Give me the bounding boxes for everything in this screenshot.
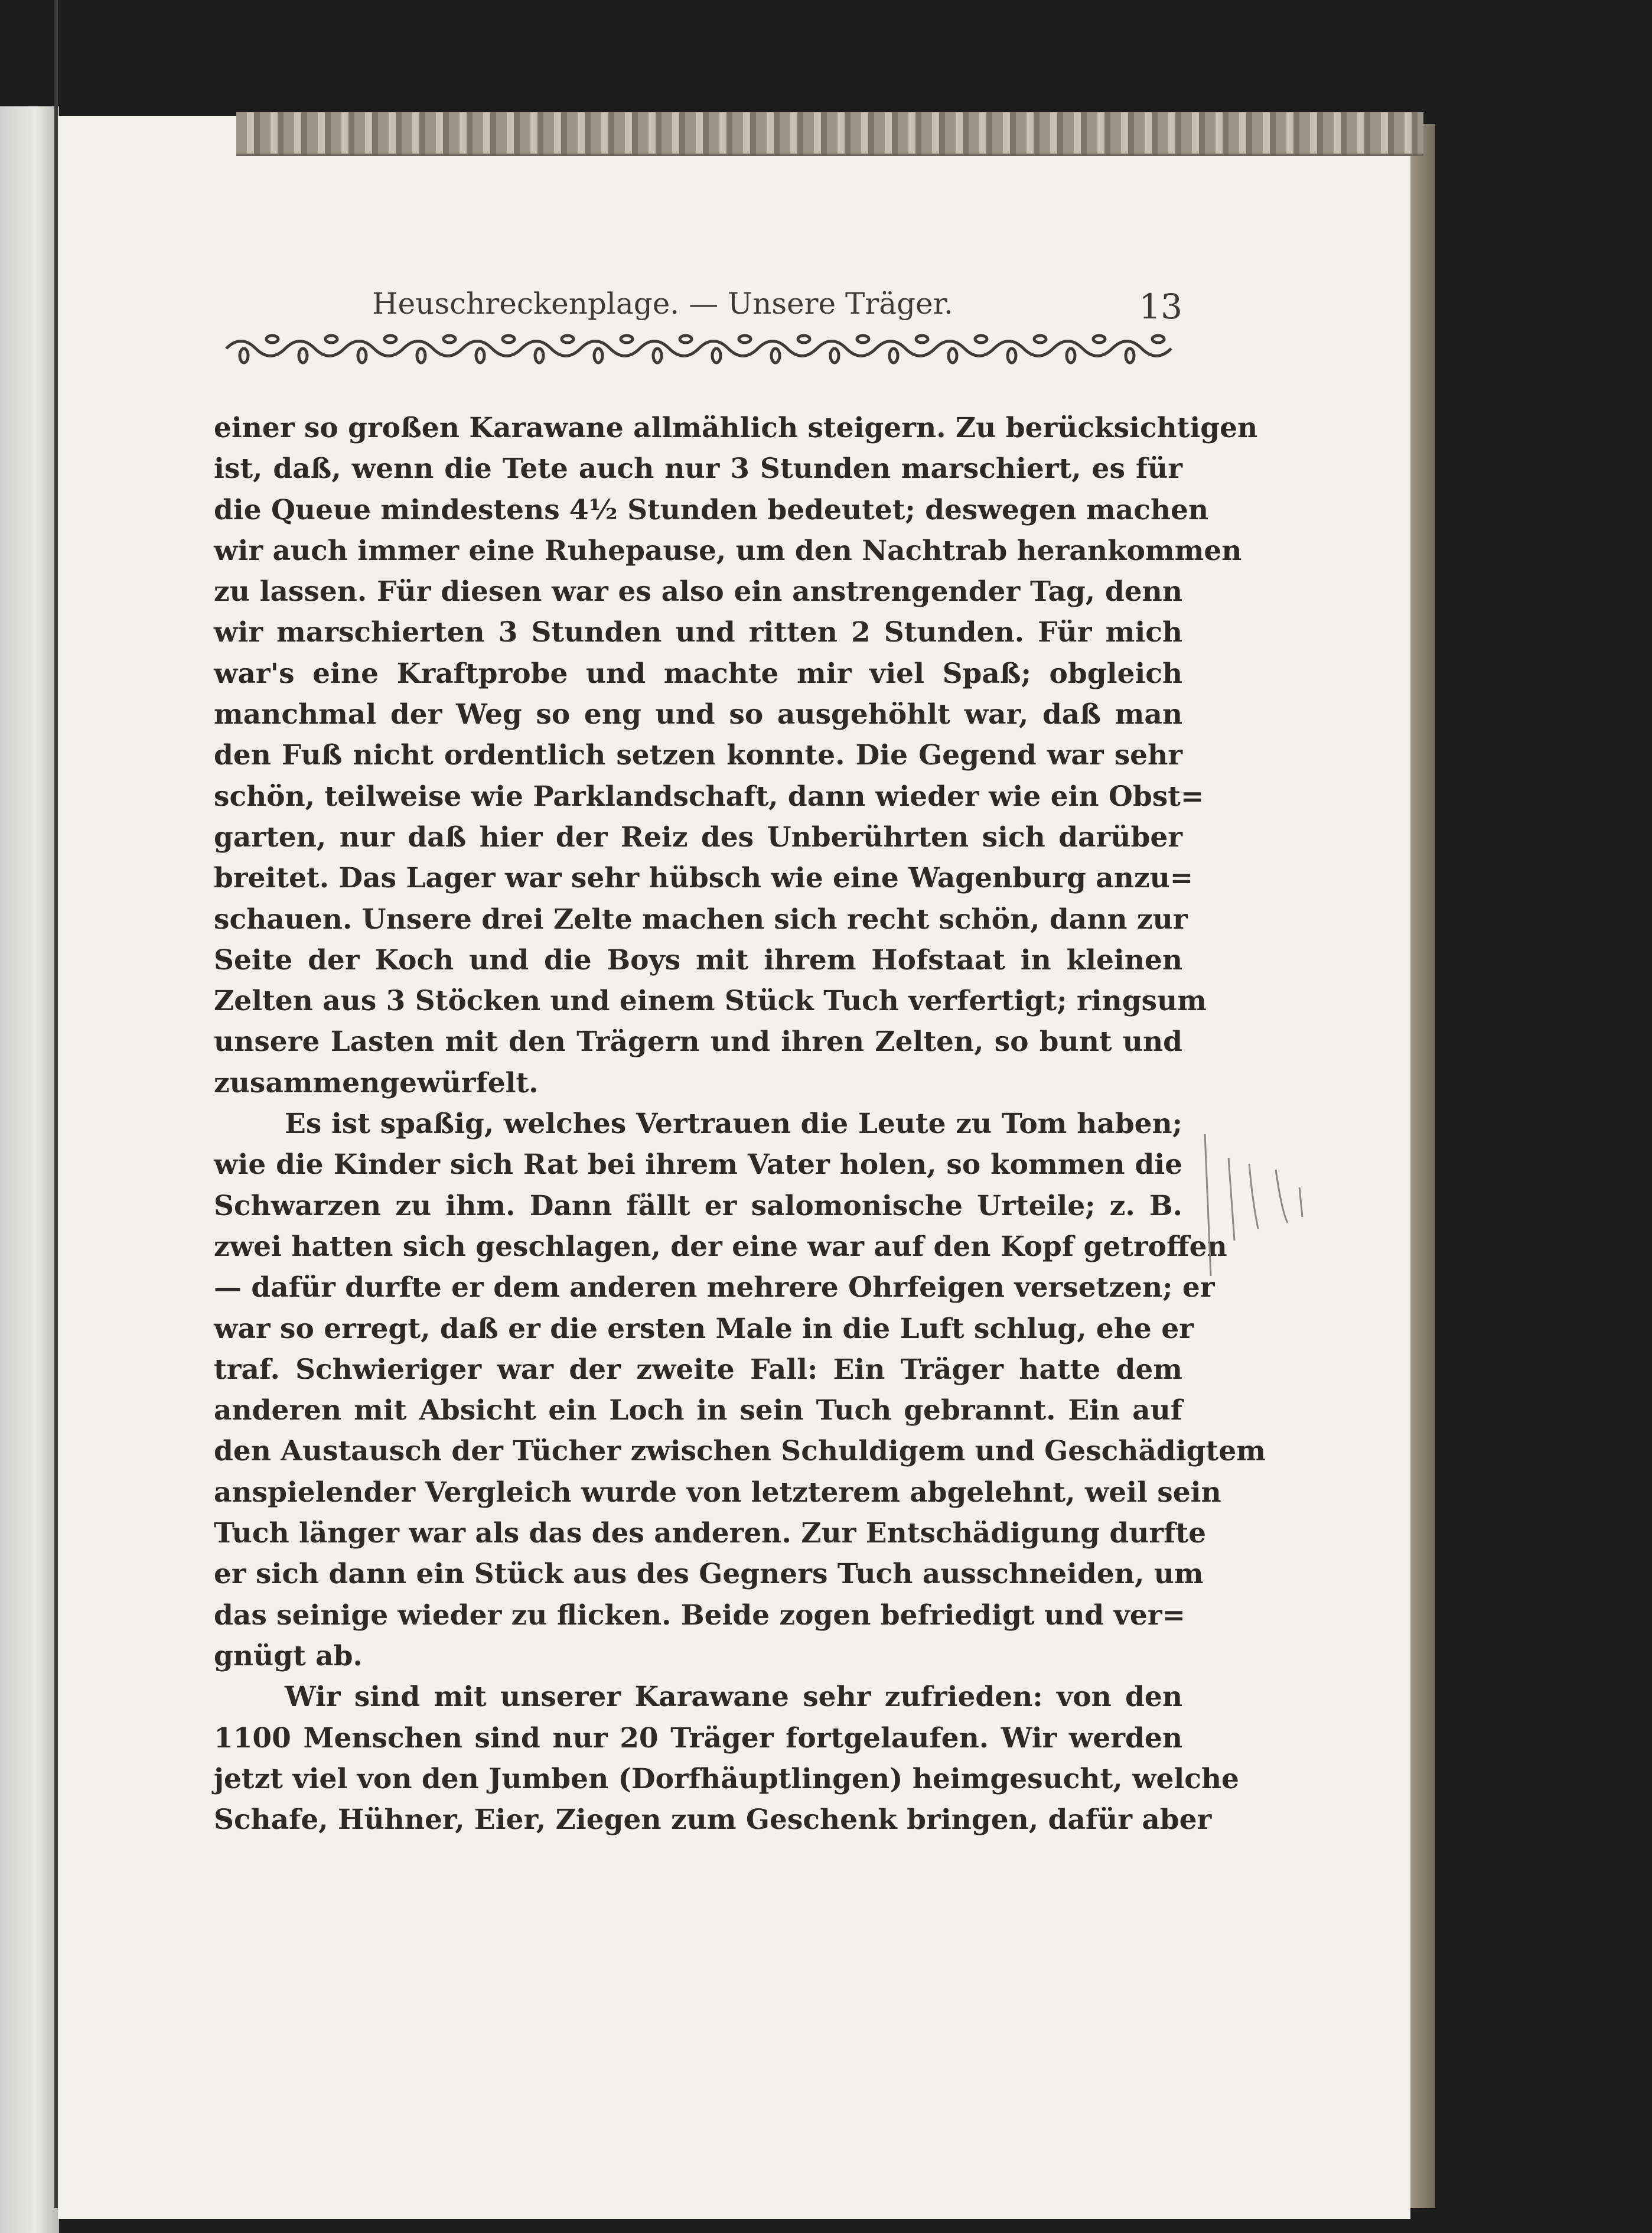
headband <box>236 112 1423 156</box>
text-line: die Queue mindestens 4½ Stunden bedeutet; deswegen machen <box>214 493 1209 526</box>
text-line: gnügt ab. <box>214 1639 363 1672</box>
text-line: zu lassen. Für diesen war es also ein anstrengender Tag, denn <box>214 575 1182 608</box>
leaf <box>535 349 543 363</box>
leaf <box>771 349 780 363</box>
leaf <box>240 349 248 363</box>
text-line: — dafür durfte er dem anderen mehrere Ohrfeigen versetzen; er <box>214 1271 1215 1304</box>
text-line: Wir sind mit unserer Karawane sehr zufrieden: von den <box>285 1681 1182 1714</box>
leaf <box>857 336 869 343</box>
paragraph <box>214 1104 1266 1677</box>
leaf <box>358 349 366 363</box>
leaf <box>417 349 425 363</box>
text-line: 1100 Menschen sind nur 20 Träger fortgelaufen. Wir werden <box>214 1721 1182 1755</box>
leaf <box>975 336 987 343</box>
text-line: war so erregt, daß er die ersten Male in die Luft schlug, ehe er <box>214 1312 1194 1345</box>
text-line: das seinige wieder zu flicken. Beide zogen befriedigt und ver= <box>214 1599 1185 1632</box>
leaf <box>830 349 839 363</box>
leaf <box>739 336 751 343</box>
text-line: ist, daß, wenn die Tete auch nur 3 Stunden marschiert, es für <box>214 453 1182 486</box>
leaf <box>1034 336 1046 343</box>
text-line: jetzt viel von den Jumben (Dorfhäuptlingen) heimgesucht, welche <box>214 1762 1239 1795</box>
leaf <box>325 336 337 343</box>
text-line: war's eine Kraftprobe und machte mir viel Spaß; obgleich <box>214 657 1182 690</box>
leaf <box>299 349 307 363</box>
leaf <box>562 336 574 343</box>
running-title: Heuschreckenplage. — Unsere Träger. <box>372 287 953 321</box>
text-line: er sich dann ein Stück aus des Gegners Tuch ausschneiden, um <box>214 1558 1204 1591</box>
text-line: den Fuß nicht ordentlich setzen konnte. Die Gegend war sehr <box>214 739 1182 772</box>
facing-page-edge <box>0 106 59 2233</box>
body-text <box>214 408 1266 1840</box>
text-line: zusammengewürfelt. <box>214 1066 539 1099</box>
leaf <box>503 336 514 343</box>
text-line: traf. Schwieriger war der zweite Fall: Ein Träger hatte dem <box>214 1353 1182 1386</box>
vine-ornament <box>223 331 1174 366</box>
vine <box>226 341 1171 356</box>
leaf <box>798 336 810 343</box>
text-line: schauen. Unsere drei Zelte machen sich recht schön, dann zur <box>214 903 1188 936</box>
text-line: anspielender Vergleich wurde von letzterem abgelehnt, weil sein <box>214 1476 1221 1509</box>
leaf <box>621 336 633 343</box>
paragraph <box>214 1677 1239 1840</box>
leaf <box>712 349 721 363</box>
leaf <box>889 349 898 363</box>
page-header <box>214 287 1182 328</box>
text-line: wir auch immer eine Ruhepause, um den Nachtrab herankommen <box>214 534 1242 567</box>
leaf <box>916 336 928 343</box>
leaf <box>385 336 396 343</box>
text-line: breitet. Das Lager war sehr hübsch wie eine Wagenburg anzu= <box>214 862 1194 895</box>
text-line: garten, nur daß hier der Reiz des Unberührten sich darüber <box>214 821 1182 854</box>
text-line: schön, teilweise wie Parklandschaft, dann wieder wie ein Obst= <box>214 780 1204 813</box>
text-line: manchmal der Weg so eng und so ausgehöhlt war, daß man <box>214 698 1182 731</box>
text-line: einer so großen Karawane allmählich steigern. Zu berücksichtigen <box>214 412 1258 444</box>
text-line: Tuch länger war als das des anderen. Zur Entschädigung durfte <box>214 1517 1206 1550</box>
paragraph <box>214 408 1258 1104</box>
leaf <box>1008 349 1016 363</box>
leaf <box>949 349 957 363</box>
text-line: den Austausch der Tücher zwischen Schuldigem und Geschädigtem <box>214 1435 1266 1468</box>
text-line: wir marschierten 3 Stunden und ritten 2 Stunden. Für mich <box>214 616 1182 649</box>
pencil-marks <box>1193 1122 1323 1288</box>
leaf <box>680 336 692 343</box>
leaf <box>1126 349 1134 363</box>
leaf <box>594 349 602 363</box>
text-line: Es ist spaßig, welches Vertrauen die Leute zu Tom haben; <box>285 1108 1182 1141</box>
text-line: anderen mit Absicht ein Loch in sein Tuch gebrannt. Ein auf <box>214 1394 1182 1427</box>
page-number: 13 <box>1139 287 1182 327</box>
text-line: Schafe, Hühner, Eier, Ziegen zum Geschenk bringen, dafür aber <box>214 1804 1212 1837</box>
leaf <box>1093 336 1105 343</box>
text-line: zwei hatten sich geschlagen, der eine war auf den Kopf getroffen <box>214 1230 1227 1263</box>
text-line: unsere Lasten mit den Trägern und ihren Zelten, so bunt und <box>214 1026 1182 1059</box>
leaf <box>1067 349 1075 363</box>
leaf <box>266 336 278 343</box>
leaf <box>1152 336 1164 343</box>
leaf <box>653 349 662 363</box>
leaf <box>476 349 484 363</box>
text-line: Zelten aus 3 Stöcken und einem Stück Tuch verfertigt; ringsum <box>214 985 1207 1018</box>
leaf <box>444 336 455 343</box>
text-line: wie die Kinder sich Rat bei ihrem Vater holen, so kommen die <box>214 1148 1182 1181</box>
text-line: Schwarzen zu ihm. Dann fällt er salomonische Urteile; z. B. <box>214 1189 1182 1222</box>
text-line: Seite der Koch und die Boys mit ihrem Hofstaat in kleinen <box>214 943 1182 976</box>
